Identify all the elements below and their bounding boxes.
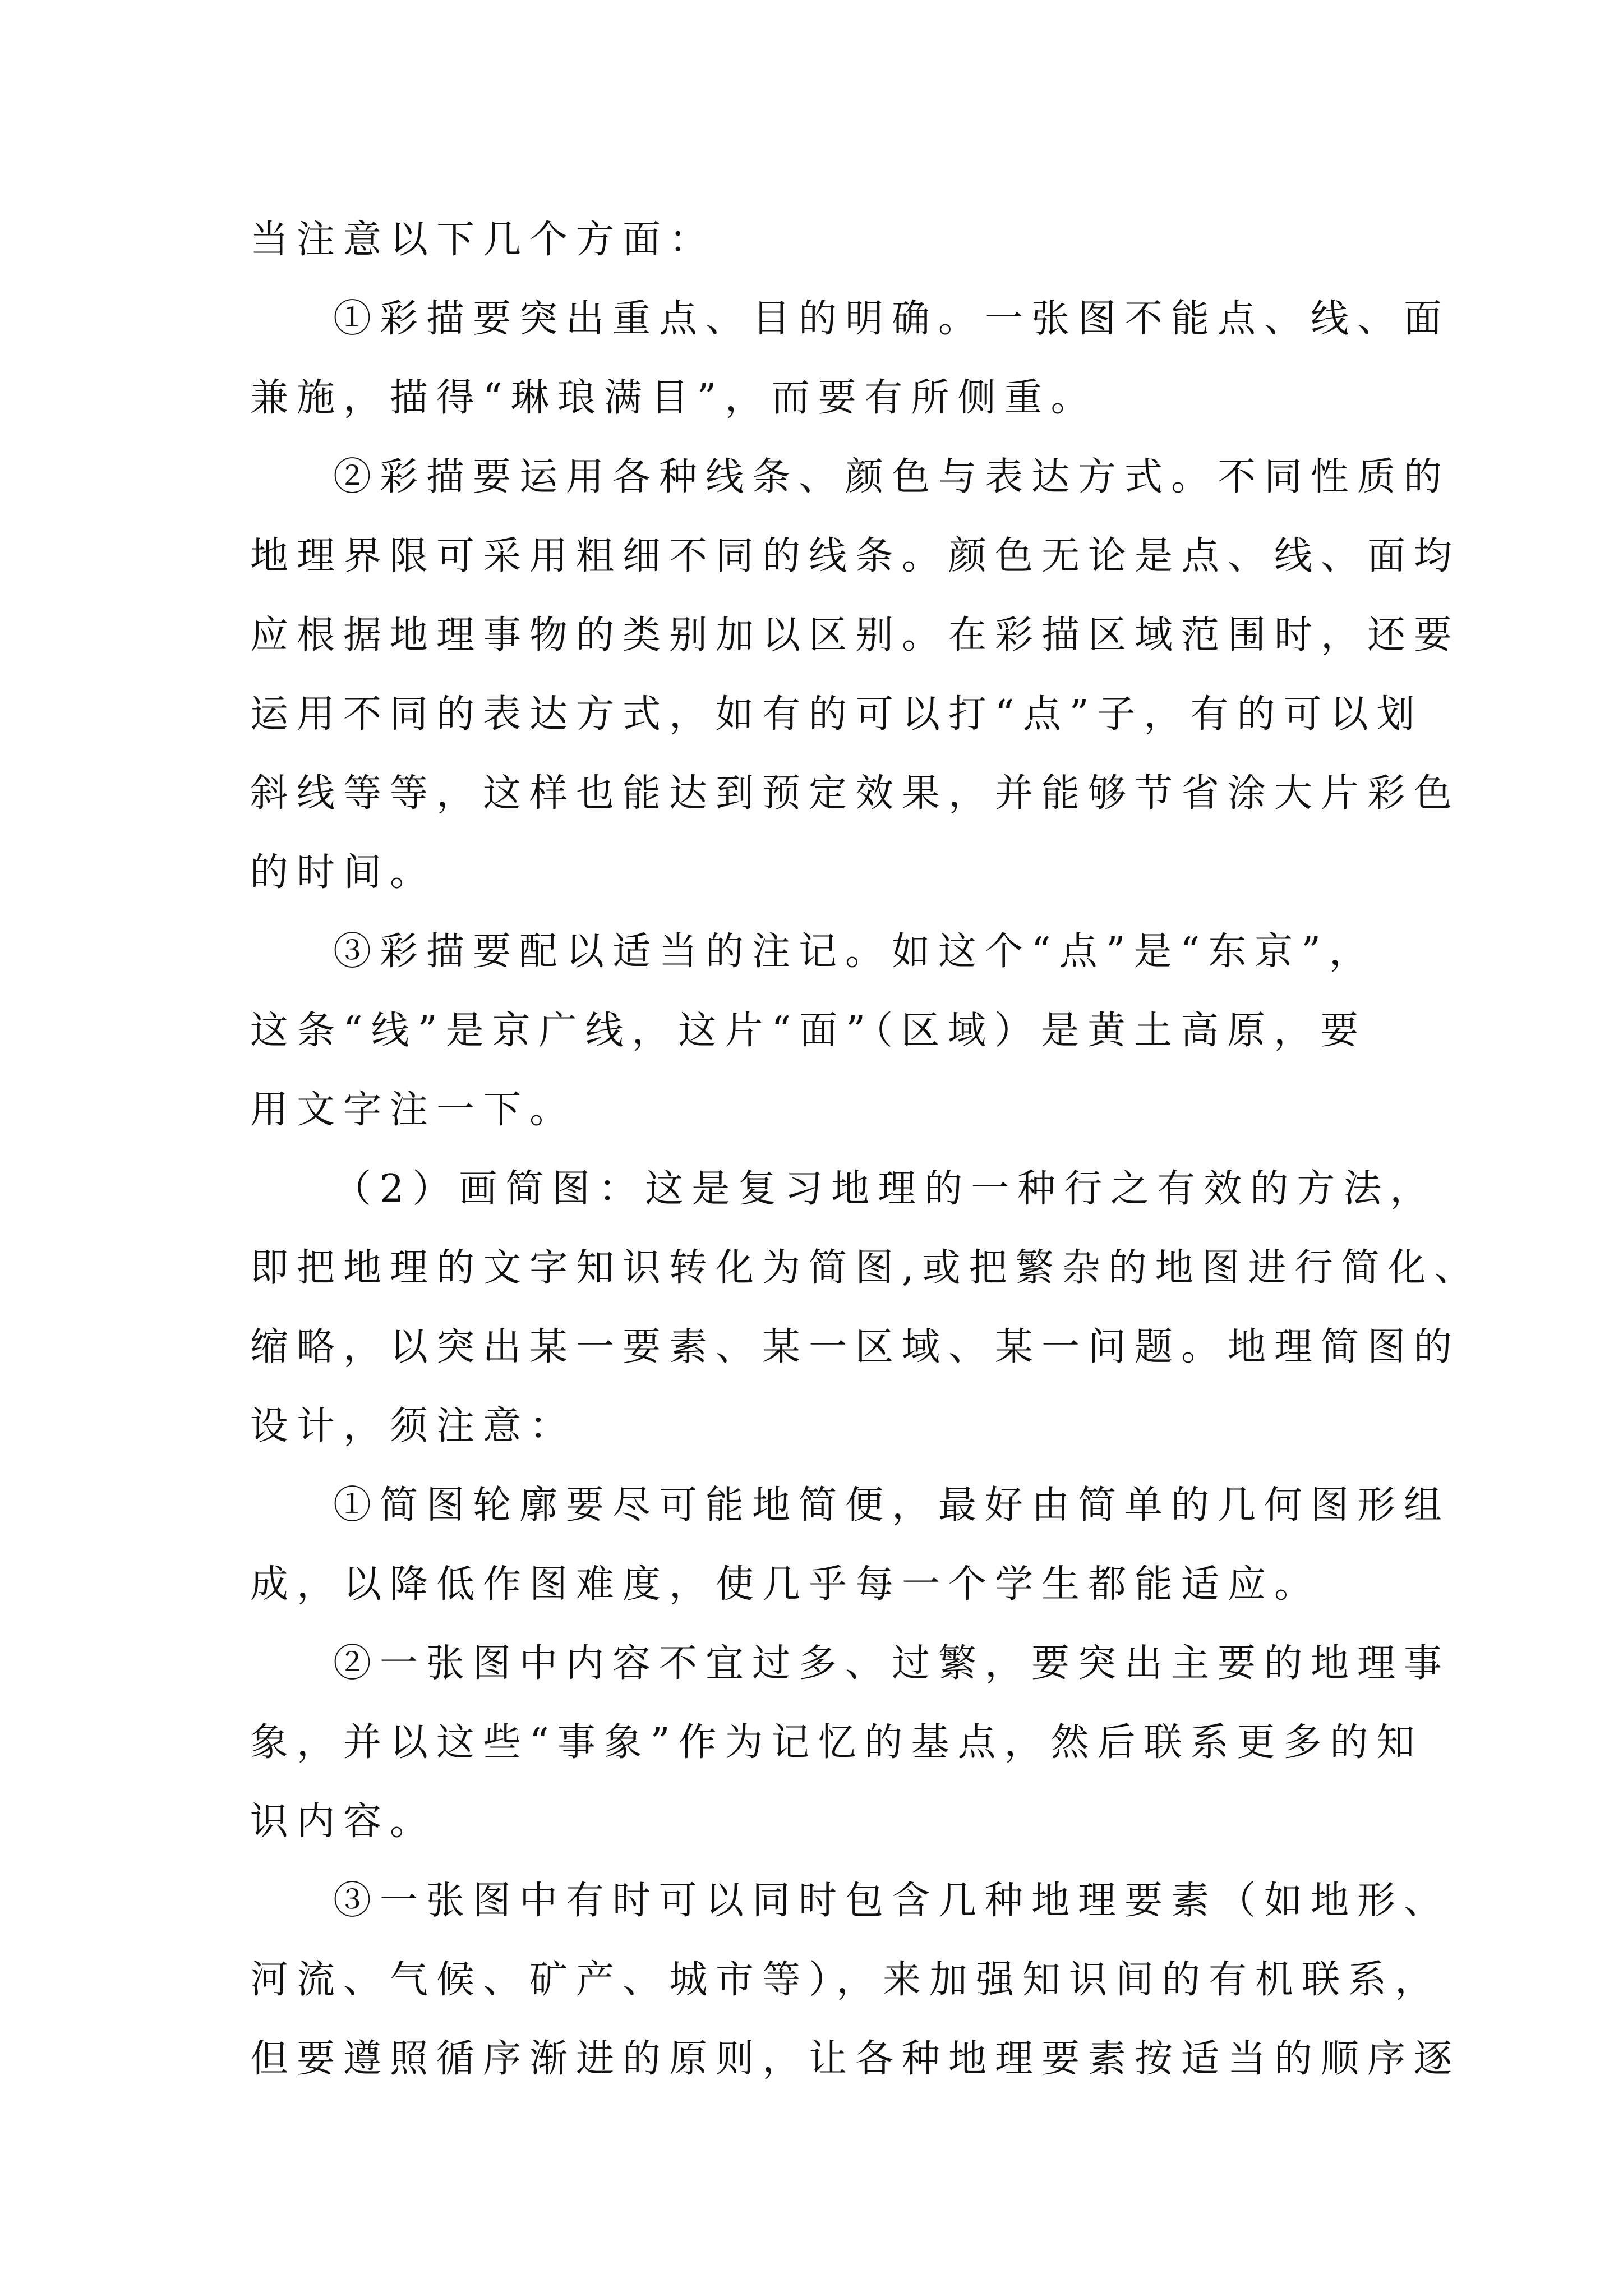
text-line-19: ②一张图中内容不宜过多、过繁，要突出主要的地理事 [333, 1641, 1451, 1686]
text-line-12: 用文字注一下。 [250, 1088, 577, 1132]
text-line-3: 兼施，描得“琳琅满目”，而要有所侧重。 [250, 376, 1098, 420]
text-line-23: 河流、气候、矿产、城市等），来加强知识间的有机联系， [250, 1958, 1442, 2002]
text-line-7: 运用不同的表达方式，如有的可以打“点”子，有的可以划 [250, 692, 1423, 737]
text-line-4: ②彩描要运用各种线条、颜色与表达方式。不同性质的 [333, 455, 1451, 499]
text-line-17: ①简图轮廓要尽可能地简便，最好由简单的几何图形组 [333, 1483, 1451, 1527]
text-line-10: ③彩描要配以适当的注记。如这个“点”是“东京”， [333, 930, 1376, 974]
text-line-16: 设计，须注意： [250, 1404, 577, 1448]
text-line-20: 象，并以这些“事象”作为记忆的基点，然后联系更多的知 [250, 1720, 1423, 1765]
text-line-24: 但要遵照循序渐进的原则，让各种地理要素按适当的顺序逐 [250, 2037, 1461, 2081]
text-line-18: 成，以降低作图难度，使几乎每一个学生都能适应。 [250, 1562, 1321, 1607]
text-line-14: 即把地理的文字知识转化为简图,或把繁杂的地图进行简化、 [250, 1246, 1481, 1290]
text-line-2: ①彩描要突出重点、目的明确。一张图不能点、线、面 [333, 297, 1451, 341]
text-line-8: 斜线等等，这样也能达到预定效果，并能够节省涂大片彩色 [250, 771, 1461, 816]
text-line-22: ③一张图中有时可以同时包含几种地理要素（如地形、 [333, 1879, 1451, 1923]
text-line-5: 地理界限可采用粗细不同的线条。颜色无论是点、线、面均 [250, 534, 1461, 578]
text-line-15: 缩略，以突出某一要素、某一区域、某一问题。地理简图的 [250, 1325, 1461, 1369]
text-line-6: 应根据地理事物的类别加以区别。在彩描区域范围时，还要 [250, 613, 1461, 657]
text-line-21: 识内容。 [250, 1800, 437, 1844]
text-line-13: （2）画简图：这是复习地理的一种行之有效的方法， [333, 1167, 1437, 1211]
text-line-1: 当注意以下几个方面： [250, 218, 716, 262]
text-line-11: 这条“线”是京广线，这片“面”（区域）是黄土高原，要 [250, 1009, 1367, 1053]
text-line-9: 的时间。 [250, 850, 437, 895]
